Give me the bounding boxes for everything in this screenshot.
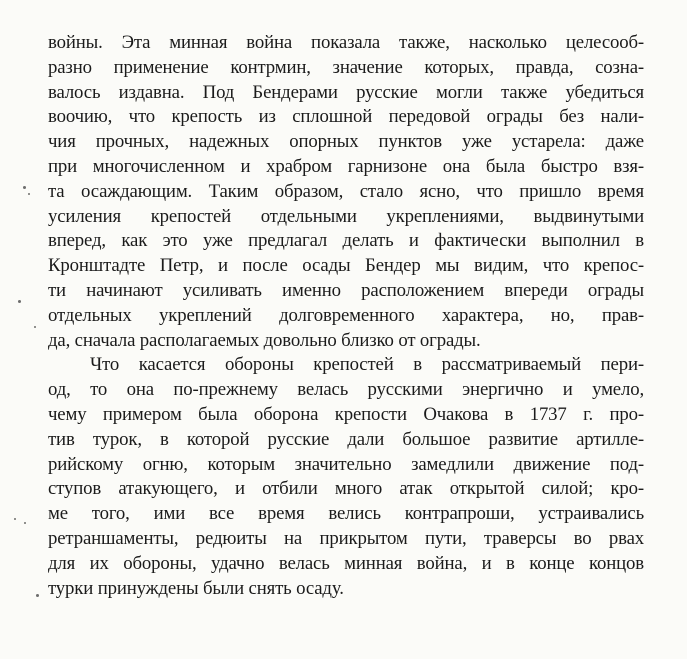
text-line: для их обороны, удачно велась минная война, и в конце концов	[48, 552, 644, 574]
scan-speck	[36, 594, 39, 597]
scan-speck	[18, 300, 21, 303]
text-line: турки принуждены были снять осаду.	[48, 577, 344, 599]
text-line: чия прочных, надежных опорных пунктов уже устарела: даже	[48, 131, 644, 153]
scan-speck	[23, 186, 26, 189]
text-line: од, то она по-прежнему велась русскими энергично и умело,	[48, 379, 644, 401]
text-line: войны. Эта минная война показала также, насколько целесооб-	[48, 32, 644, 53]
text-line: валось издавна. Под Бендерами русские могли также убедиться	[48, 81, 644, 103]
text-line: да, сначала располагаемых довольно близко от ограды.	[48, 329, 481, 351]
text-line: Что касается обороны крепостей в рассматриваемый пери-	[90, 354, 644, 376]
text-line: отдельных укреплений долговременного характера, но, прав-	[48, 304, 644, 326]
text-line: рийскому огню, которым значительно замедлили движение под-	[48, 453, 644, 475]
scan-speck	[14, 518, 16, 520]
text-line: вперед, как это уже предлагал делать и фактически выполнил в	[48, 230, 644, 252]
scan-speck	[24, 522, 26, 524]
text-line: ти начинают усиливать именно расположением впереди ограды	[48, 279, 644, 301]
paragraph-1	[48, 31, 644, 353]
text-line: та осаждающим. Таким образом, стало ясно, что пришло время	[48, 180, 644, 202]
text-line: воочию, что крепость из сплошной передовой ограды без нали-	[48, 106, 644, 128]
scan-speck	[28, 193, 30, 195]
text-line: ступов атакующего, и отбили много атак открытой силой; кро-	[48, 478, 644, 500]
text-line: ретраншаменты, редюиты на прикрытом пути, траверсы во рвах	[48, 527, 644, 549]
text-line: Кронштадте Петр, и после осады Бендер мы видим, что крепос-	[48, 255, 644, 277]
text-line: разно применение контрмин, значение которых, правда, созна-	[48, 56, 644, 78]
text-line: ме того, ими все время велись контрапроши, устраивались	[48, 503, 644, 525]
text-line: при многочисленном и храбром гарнизоне она была быстро взя-	[48, 155, 644, 177]
paragraph-2	[48, 353, 644, 601]
text-line: усиления крепостей отдельными укреплениями, выдвинутыми	[48, 205, 644, 227]
body-text	[48, 31, 644, 601]
text-line: чему примером была оборона крепости Очакова в 1737 г. про-	[48, 403, 644, 425]
scan-speck	[34, 326, 36, 328]
text-line: тив турок, в которой русские дали большое развитие артилле-	[48, 428, 644, 450]
